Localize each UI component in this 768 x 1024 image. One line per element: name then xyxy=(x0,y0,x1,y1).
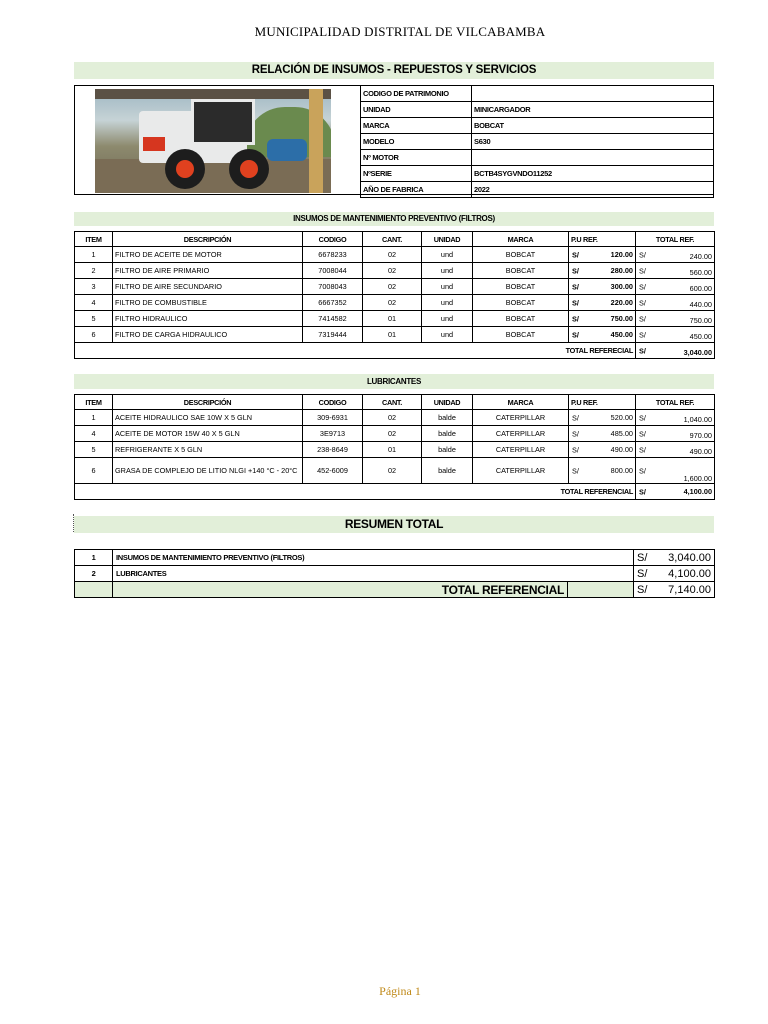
cell-item: 2 xyxy=(75,263,113,279)
cell-unit: balde xyxy=(422,410,473,426)
table-row xyxy=(75,327,715,343)
info-label: UNIDAD xyxy=(361,102,472,118)
summary-label: LUBRICANTES xyxy=(113,566,634,582)
cell-total: S/ 450.00 xyxy=(636,327,715,343)
table-header-row xyxy=(75,395,715,410)
col-header: DESCRIPCIÓN xyxy=(113,395,303,410)
cell-item: 4 xyxy=(75,295,113,311)
cell-unit: und xyxy=(422,311,473,327)
cell-total: S/ 560.00 xyxy=(636,263,715,279)
table-row xyxy=(75,426,715,442)
page-number: Página 1 xyxy=(379,984,421,998)
cell-unit: und xyxy=(422,295,473,311)
col-header: TOTAL REF. xyxy=(636,395,715,410)
cell-description: REFRIGERANTE X 5 GLN xyxy=(113,442,303,458)
cell-description: FILTRO DE AIRE PRIMARIO xyxy=(113,263,303,279)
col-header: TOTAL REF. xyxy=(636,232,715,247)
cell-description: FILTRO HIDRAULICO xyxy=(113,311,303,327)
table-row xyxy=(75,410,715,426)
cell-item: 6 xyxy=(75,327,113,343)
col-header: DESCRIPCIÓN xyxy=(113,232,303,247)
cell-item: 5 xyxy=(75,311,113,327)
cell-total: S/ 1,600.00 xyxy=(636,458,715,484)
cell-description: FILTRO DE COMBUSTIBLE xyxy=(113,295,303,311)
cell-quantity: 02 xyxy=(363,410,422,426)
cell-quantity: 02 xyxy=(363,295,422,311)
cell-code: 309-6931 xyxy=(303,410,363,426)
cell-item: 1 xyxy=(75,410,113,426)
cell-description: ACEITE HIDRAULICO SAE 10W X 5 GLN xyxy=(113,410,303,426)
col-header: P.U REF. xyxy=(569,232,636,247)
col-header: CANT. xyxy=(363,232,422,247)
total-label: TOTAL REFERECIAL xyxy=(75,343,636,359)
info-value: BCTB4SYGVNDO11252 xyxy=(472,166,714,182)
cell-quantity: 02 xyxy=(363,279,422,295)
info-row xyxy=(361,166,714,182)
summary-total-label: TOTAL REFERENCIAL xyxy=(113,582,568,598)
cell-total: S/ 240.00 xyxy=(636,247,715,263)
summary-total-row xyxy=(75,582,715,598)
info-value: MINICARGADOR xyxy=(472,102,714,118)
cell-code: 238-8649 xyxy=(303,442,363,458)
cell-item: 3 xyxy=(75,279,113,295)
cell-code: 7414582 xyxy=(303,311,363,327)
table-row xyxy=(75,311,715,327)
info-row xyxy=(361,102,714,118)
cell-unit: und xyxy=(422,327,473,343)
cell-quantity: 01 xyxy=(363,311,422,327)
cell-code: 6667352 xyxy=(303,295,363,311)
section-filters-title: INSUMOS DE MANTENIMIENTO PREVENTIVO (FILTROS) xyxy=(74,212,714,226)
cell-description: ACEITE DE MOTOR 15W 40 X 5 GLN xyxy=(113,426,303,442)
info-label: MARCA xyxy=(361,118,472,134)
col-header: UNIDAD xyxy=(422,232,473,247)
summary-total-spacer xyxy=(568,582,634,598)
cell-quantity: 01 xyxy=(363,442,422,458)
municipality-title: MUNICIPALIDAD DISTRITAL DE VILCABAMBA xyxy=(254,24,546,39)
summary-value: S/ 4,100.00 xyxy=(634,566,715,582)
cell-description: FILTRO DE CARGA HIDRAULICO xyxy=(113,327,303,343)
cell-unit-price: S/ 490.00 xyxy=(569,442,636,458)
cell-code: 7319444 xyxy=(303,327,363,343)
info-row xyxy=(361,150,714,166)
summary-title: RESUMEN TOTAL xyxy=(74,516,714,533)
summary-total-spacer xyxy=(75,582,113,598)
info-label: Nº MOTOR xyxy=(361,150,472,166)
cell-description: FILTRO DE AIRE SECUNDARIO xyxy=(113,279,303,295)
cell-unit: und xyxy=(422,279,473,295)
info-value xyxy=(472,150,714,166)
cell-total: S/ 1,040.00 xyxy=(636,410,715,426)
col-header: ITEM xyxy=(75,395,113,410)
equipment-info-table xyxy=(360,85,714,198)
cell-description: FILTRO DE ACEITE DE MOTOR xyxy=(113,247,303,263)
cell-quantity: 02 xyxy=(363,263,422,279)
cell-code: 6678233 xyxy=(303,247,363,263)
cell-unit-price: S/ 800.00 xyxy=(569,458,636,484)
table-total-row xyxy=(75,343,715,359)
cell-quantity: 02 xyxy=(363,426,422,442)
summary-table xyxy=(74,549,715,598)
summary-row xyxy=(75,550,715,566)
summary-row xyxy=(75,566,715,582)
col-header: UNIDAD xyxy=(422,395,473,410)
cell-unit: balde xyxy=(422,458,473,484)
cell-brand: CATERPILLAR xyxy=(473,426,569,442)
cell-code: 3E9713 xyxy=(303,426,363,442)
cell-total: S/ 600.00 xyxy=(636,279,715,295)
info-value xyxy=(472,86,714,102)
filters-table xyxy=(74,231,715,359)
total-value: S/ 3,040.00 xyxy=(636,343,715,359)
summary-value: S/ 3,040.00 xyxy=(634,550,715,566)
cell-description: GRASA DE COMPLEJO DE LITIO NLGI +140 °C - 20°C xyxy=(113,458,303,484)
cell-code: 452-6009 xyxy=(303,458,363,484)
cell-item: 6 xyxy=(75,458,113,484)
table-row xyxy=(75,458,715,484)
cell-brand: BOBCAT xyxy=(473,295,569,311)
table-row xyxy=(75,279,715,295)
cell-brand: BOBCAT xyxy=(473,247,569,263)
cell-unit-price: S/ 450.00 xyxy=(569,327,636,343)
cell-item: 4 xyxy=(75,426,113,442)
table-header-row xyxy=(75,232,715,247)
info-value: BOBCAT xyxy=(472,118,714,134)
info-label: AÑO DE FABRICA xyxy=(361,182,472,198)
cell-total: S/ 490.00 xyxy=(636,442,715,458)
cell-unit-price: S/ 485.00 xyxy=(569,426,636,442)
cell-unit: und xyxy=(422,263,473,279)
table-row xyxy=(75,263,715,279)
section-lubricants-title: LUBRICANTES xyxy=(74,374,714,389)
cell-unit-price: S/ 120.00 xyxy=(569,247,636,263)
table-row xyxy=(75,295,715,311)
col-header: MARCA xyxy=(473,395,569,410)
cell-unit: balde xyxy=(422,426,473,442)
document-title: RELACIÓN DE INSUMOS - REPUESTOS Y SERVICIOS xyxy=(74,62,714,79)
cell-brand: BOBCAT xyxy=(473,327,569,343)
col-header: CANT. xyxy=(363,395,422,410)
cell-unit-price: S/ 300.00 xyxy=(569,279,636,295)
info-label: NºSERIE xyxy=(361,166,472,182)
cell-code: 7008043 xyxy=(303,279,363,295)
cell-quantity: 01 xyxy=(363,327,422,343)
cell-total: S/ 440.00 xyxy=(636,295,715,311)
info-label: MODELO xyxy=(361,134,472,150)
info-row xyxy=(361,134,714,150)
cell-quantity: 02 xyxy=(363,247,422,263)
cell-unit: balde xyxy=(422,442,473,458)
cell-brand: BOBCAT xyxy=(473,263,569,279)
col-header: CODIGO xyxy=(303,232,363,247)
info-row xyxy=(361,182,714,198)
cell-code: 7008044 xyxy=(303,263,363,279)
cell-total: S/ 750.00 xyxy=(636,311,715,327)
cell-brand: CATERPILLAR xyxy=(473,442,569,458)
table-row xyxy=(75,442,715,458)
info-row xyxy=(361,118,714,134)
cell-unit-price: S/ 520.00 xyxy=(569,410,636,426)
cell-item: 1 xyxy=(75,247,113,263)
total-value: S/ 4,100.00 xyxy=(636,484,715,500)
summary-label: INSUMOS DE MANTENIMIENTO PREVENTIVO (FILTROS) xyxy=(113,550,634,566)
col-header: P.U REF. xyxy=(569,395,636,410)
col-header: ITEM xyxy=(75,232,113,247)
info-value: S630 xyxy=(472,134,714,150)
col-header: CODIGO xyxy=(303,395,363,410)
cell-brand: BOBCAT xyxy=(473,279,569,295)
cell-item: 5 xyxy=(75,442,113,458)
equipment-photo xyxy=(95,89,331,193)
cell-brand: BOBCAT xyxy=(473,311,569,327)
summary-total-value: S/ 7,140.00 xyxy=(634,582,715,598)
cell-quantity: 02 xyxy=(363,458,422,484)
info-value: 2022 xyxy=(472,182,714,198)
cell-brand: CATERPILLAR xyxy=(473,410,569,426)
info-label: CODIGO DE PATRIMONIO xyxy=(361,86,472,102)
cell-brand: CATERPILLAR xyxy=(473,458,569,484)
summary-item: 1 xyxy=(75,550,113,566)
cell-unit: und xyxy=(422,247,473,263)
lubricants-table xyxy=(74,394,715,500)
info-row xyxy=(361,86,714,102)
col-header: MARCA xyxy=(473,232,569,247)
cell-unit-price: S/ 750.00 xyxy=(569,311,636,327)
summary-item: 2 xyxy=(75,566,113,582)
table-row xyxy=(75,247,715,263)
cell-unit-price: S/ 220.00 xyxy=(569,295,636,311)
cell-unit-price: S/ 280.00 xyxy=(569,263,636,279)
cell-total: S/ 970.00 xyxy=(636,426,715,442)
total-label: TOTAL REFERENCIAL xyxy=(75,484,636,500)
table-total-row xyxy=(75,484,715,500)
